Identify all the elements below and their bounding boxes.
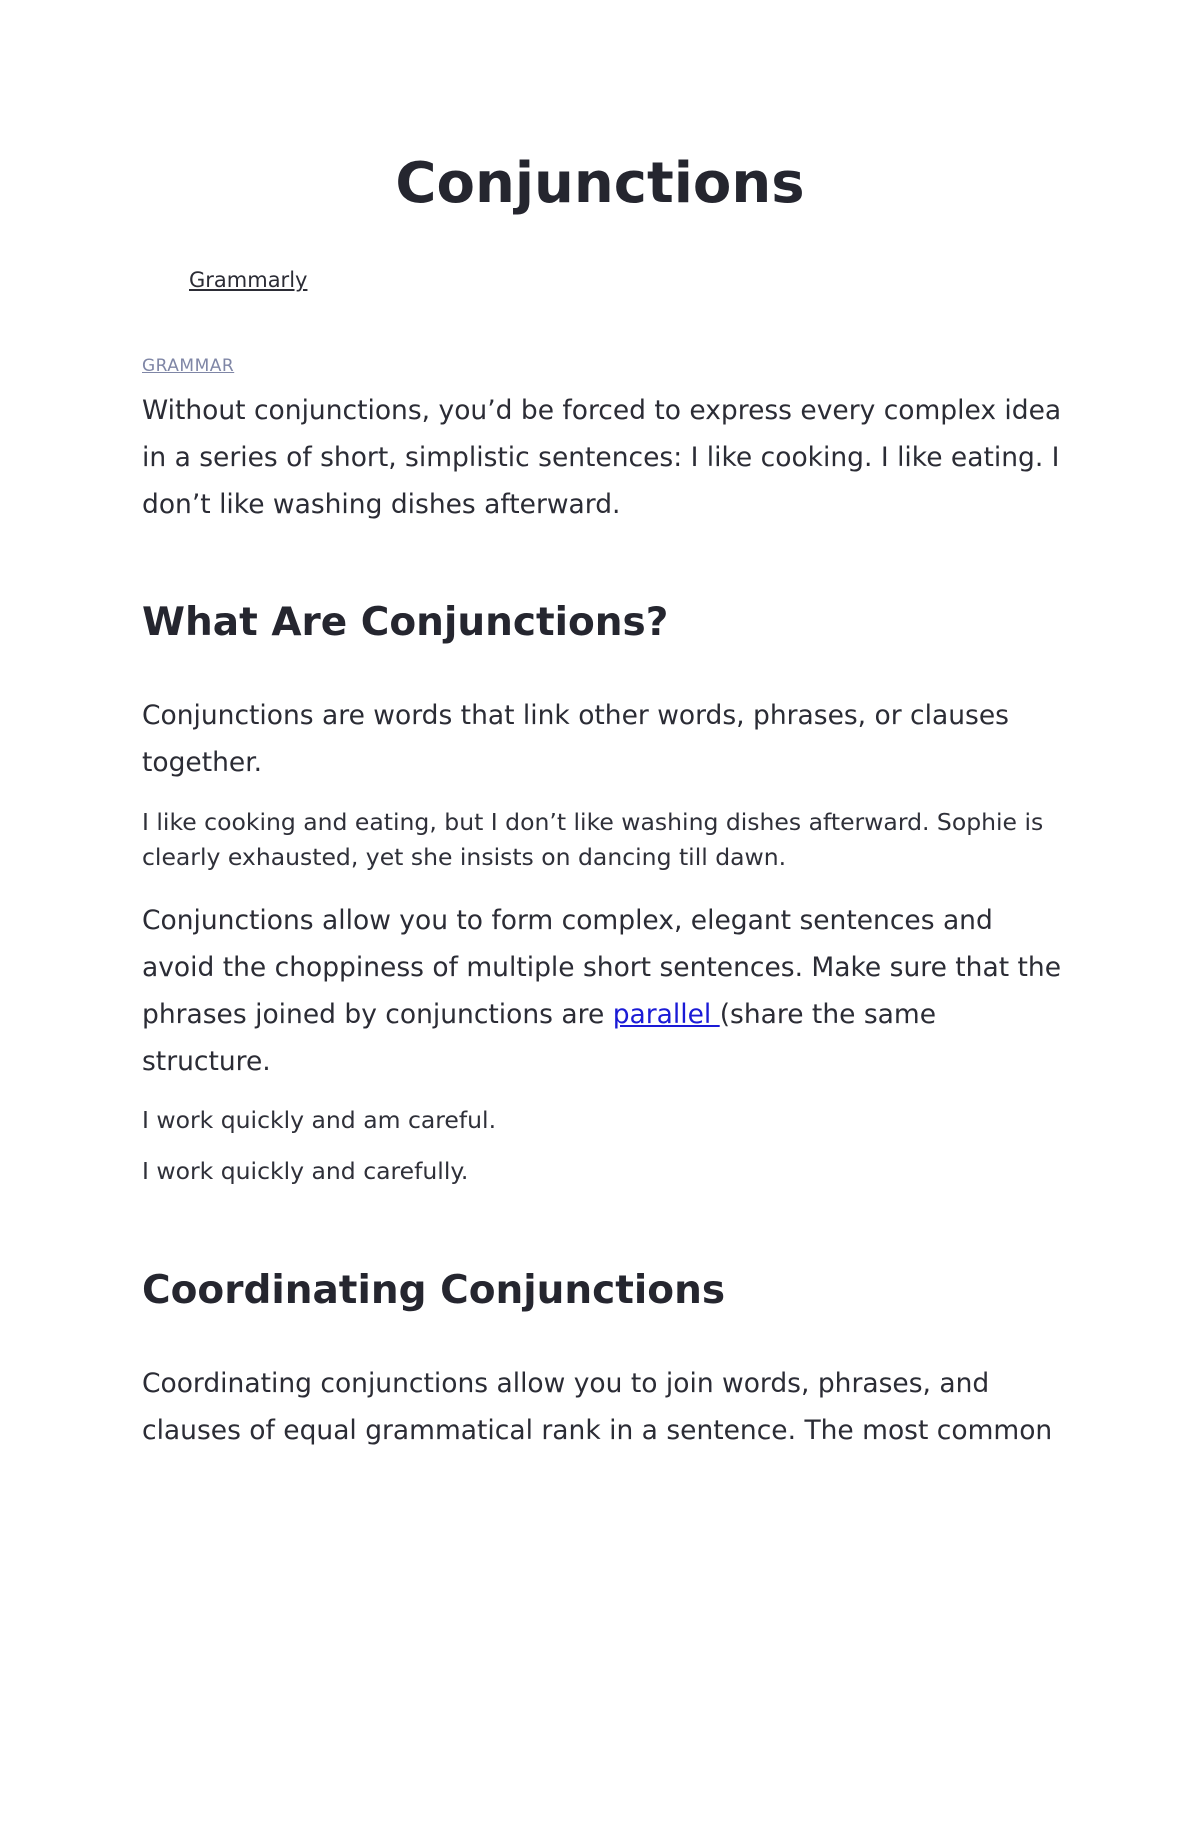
- example-correct: I work quickly and carefully.: [142, 1157, 469, 1185]
- example-incorrect: I work quickly and am careful.: [142, 1106, 497, 1134]
- definition-paragraph: Conjunctions are words that link other words, phrases, or clauses together.: [142, 700, 1009, 778]
- parallel-paragraph: [142, 897, 1072, 1085]
- parallel-paragraph-text-before: Conjunctions allow you to form complex, elegant sentences and avoid the choppiness of multiple short sentences. Make sure that the phrases joined by conjunctions are: [142, 905, 1062, 1030]
- section-heading-coordinating-conjunctions: Coordinating Conjunctions: [142, 1268, 726, 1313]
- intro-paragraph: Without conjunctions, you’d be forced to express every complex idea in a series of short, simplistic sentences: I like cooking. I like eating. I don’t like washing dishes afterward.: [142, 395, 1062, 520]
- page-title: Conjunctions: [395, 151, 805, 216]
- category-link[interactable]: GRAMMAR: [142, 356, 235, 376]
- parallel-link[interactable]: parallel: [612, 999, 720, 1030]
- section-heading-what-are-conjunctions: What Are Conjunctions?: [142, 600, 669, 645]
- parallel-paragraph-text-after: (share the same structure.: [142, 999, 936, 1077]
- author-link[interactable]: Grammarly: [189, 268, 308, 292]
- example-paragraph: I like cooking and eating, but I don’t like washing dishes afterward. Sophie is clearly exhausted, yet she insists on dancing till dawn.: [142, 808, 1044, 871]
- coordinating-paragraph: Coordinating conjunctions allow you to join words, phrases, and clauses of equal grammatical rank in a sentence. The most common: [142, 1368, 1053, 1446]
